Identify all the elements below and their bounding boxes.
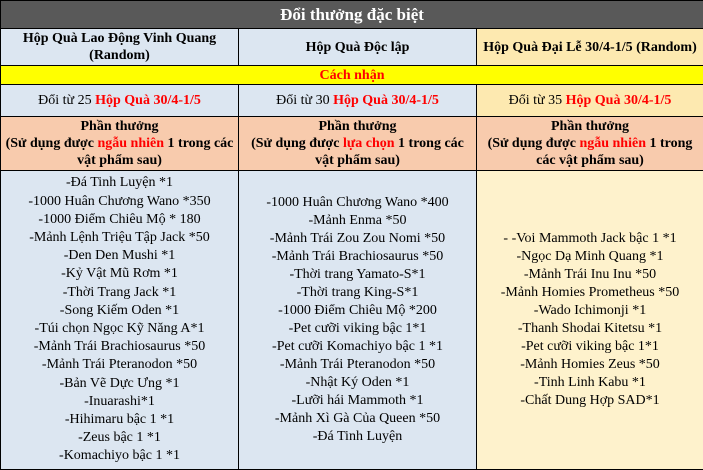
list-item: - -Voi Mammoth Jack bậc 1 *1 xyxy=(503,230,677,246)
reward-keyword-1: ngẫu nhiên xyxy=(97,135,165,151)
list-item: -Thời Trang Jack *1 xyxy=(62,284,177,300)
list-item: -Inuarashi*1 xyxy=(84,393,155,409)
list-item: -1000 Huân Chương Wano *400 xyxy=(266,194,449,210)
reward-header-3 xyxy=(477,116,703,170)
list-item: -Mảnh Trái Pteranodon *50 xyxy=(279,356,436,372)
list-item: -Mảnh Trái Brachiosaurus *50 xyxy=(33,339,206,355)
list-item: -Mảnh Enma *50 xyxy=(308,212,407,228)
reward-title-1: Phần thưởng xyxy=(80,118,159,134)
box-name-1: Hộp Quà Lao Động Vinh Quang (Random) xyxy=(1,28,239,66)
list-item: -Song Kiếm Oden *1 xyxy=(59,302,180,318)
list-item: -Wado Ichimonji *1 xyxy=(533,302,647,318)
exchange-box-3: Hộp Quà 30/4-1/5 xyxy=(565,92,672,108)
list-item: -Bản Vẽ Dực Ưng *1 xyxy=(59,375,180,391)
list-item: -Đá Tinh Luyện xyxy=(312,428,403,444)
list-item: -Mảnh Lệnh Triệu Tập Jack *50 xyxy=(29,229,210,245)
list-item: -Pet cưỡi Komachiyo bậc 1 *1 xyxy=(272,338,443,354)
exchange-box-2: Hộp Quà 30/4-1/5 xyxy=(333,92,439,108)
box-name-3: Hộp Quà Đại Lễ 30/4-1/5 (Random) xyxy=(477,28,703,66)
exchange-prefix-2: Đổi từ 30 xyxy=(276,92,330,108)
reward-header-row xyxy=(1,116,703,170)
list-item: -Komachiyo bậc 1 *1 xyxy=(59,448,180,464)
list-item: -Mảnh Homies Zeus *50 xyxy=(520,356,660,372)
exchange-row xyxy=(1,84,703,116)
title-row xyxy=(1,1,703,29)
list-item: -1000 Điểm Chiêu Mộ *200 xyxy=(278,302,437,318)
reward-pre-3: (Sử dụng được xyxy=(487,135,576,151)
reward-post-1: 1 trong các vật phẩm sau) xyxy=(77,135,234,168)
reward-pre-2: (Sử dụng được xyxy=(251,135,340,151)
list-item: -Mảnh Homies Prometheus *50 xyxy=(500,284,680,300)
list-item: -Tinh Linh Kabu *1 xyxy=(534,374,646,390)
list-item: -Pet cưỡi viking bậc 1*1 xyxy=(521,338,659,354)
item-list-2 xyxy=(239,170,477,469)
reward-post-2: 1 trong các vật phẩm sau) xyxy=(315,135,464,168)
reward-header-1 xyxy=(1,116,239,170)
reward-title-2: Phần thưởng xyxy=(318,118,397,134)
list-item: -Ngọc Dạ Minh Quang *1 xyxy=(516,248,664,264)
list-item: -Thời trang Yamato-S*1 xyxy=(289,266,426,282)
list-item: -Kỷ Vật Mũ Rơm *1 xyxy=(61,266,178,282)
exchange-box-1: Hộp Quà 30/4-1/5 xyxy=(95,92,201,108)
list-item: -Mảnh Xì Gà Của Queen *50 xyxy=(274,410,441,426)
list-item: -Mảnh Trái Zou Zou Nomi *50 xyxy=(269,230,446,246)
list-item: -Mảnh Trái Pteranodon *50 xyxy=(41,357,198,373)
list-item: -1000 Huân Chương Wano *350 xyxy=(28,193,211,209)
reward-header-2 xyxy=(239,116,477,170)
exchange-prefix-3: Đổi từ 35 xyxy=(508,92,563,108)
reward-keyword-2: lựa chọn xyxy=(342,135,395,151)
exchange-cost-2 xyxy=(239,84,477,116)
item-list-3 xyxy=(477,170,703,469)
list-item: -Thanh Shodai Kitetsu *1 xyxy=(517,320,663,336)
how-to-get-row xyxy=(1,66,703,84)
how-to-get-label: Cách nhận xyxy=(1,66,703,84)
reward-pre-1: (Sử dụng được xyxy=(5,135,94,151)
list-item: -Túi chọn Ngọc Kỹ Năng A*1 xyxy=(34,320,205,336)
list-item: -Đá Tinh Luyện *1 xyxy=(66,175,173,191)
exchange-cost-3 xyxy=(477,84,703,116)
list-item: -Zeus bậc 1 *1 xyxy=(78,430,161,446)
reward-title-3: Phần thưởng xyxy=(550,118,629,134)
list-item: -Thời trang King-S*1 xyxy=(296,284,419,300)
list-item: -Den Den Mushi *1 xyxy=(63,248,176,264)
list-item: -Chất Dung Hợp SAD*1 xyxy=(520,392,660,408)
exchange-cost-1 xyxy=(1,84,239,116)
items-row xyxy=(1,170,703,469)
reward-post-3: 1 trong các vật phẩm sau) xyxy=(536,135,693,168)
box-header-row xyxy=(1,28,703,66)
list-item: -Mảnh Trái Brachiosaurus *50 xyxy=(271,248,444,264)
exchange-prefix-1: Đổi từ 25 xyxy=(38,92,92,108)
list-item: -Nhật Ký Oden *1 xyxy=(305,374,410,390)
list-item: -Pet cưỡi viking bậc 1*1 xyxy=(288,320,427,336)
reward-keyword-3: ngẫu nhiên xyxy=(579,135,646,151)
list-item: -Lưỡi hái Mammoth *1 xyxy=(291,392,424,408)
list-item: -Mảnh Trái Inu Inu *50 xyxy=(523,266,657,282)
item-list-1 xyxy=(1,170,239,469)
box-name-2: Hộp Quà Độc lập xyxy=(239,28,477,66)
table-title: Đổi thưởng đặc biệt xyxy=(1,1,703,29)
list-item: -1000 Điểm Chiêu Mộ * 180 xyxy=(38,211,201,227)
list-item: -Hihimaru bậc 1 *1 xyxy=(64,411,175,427)
